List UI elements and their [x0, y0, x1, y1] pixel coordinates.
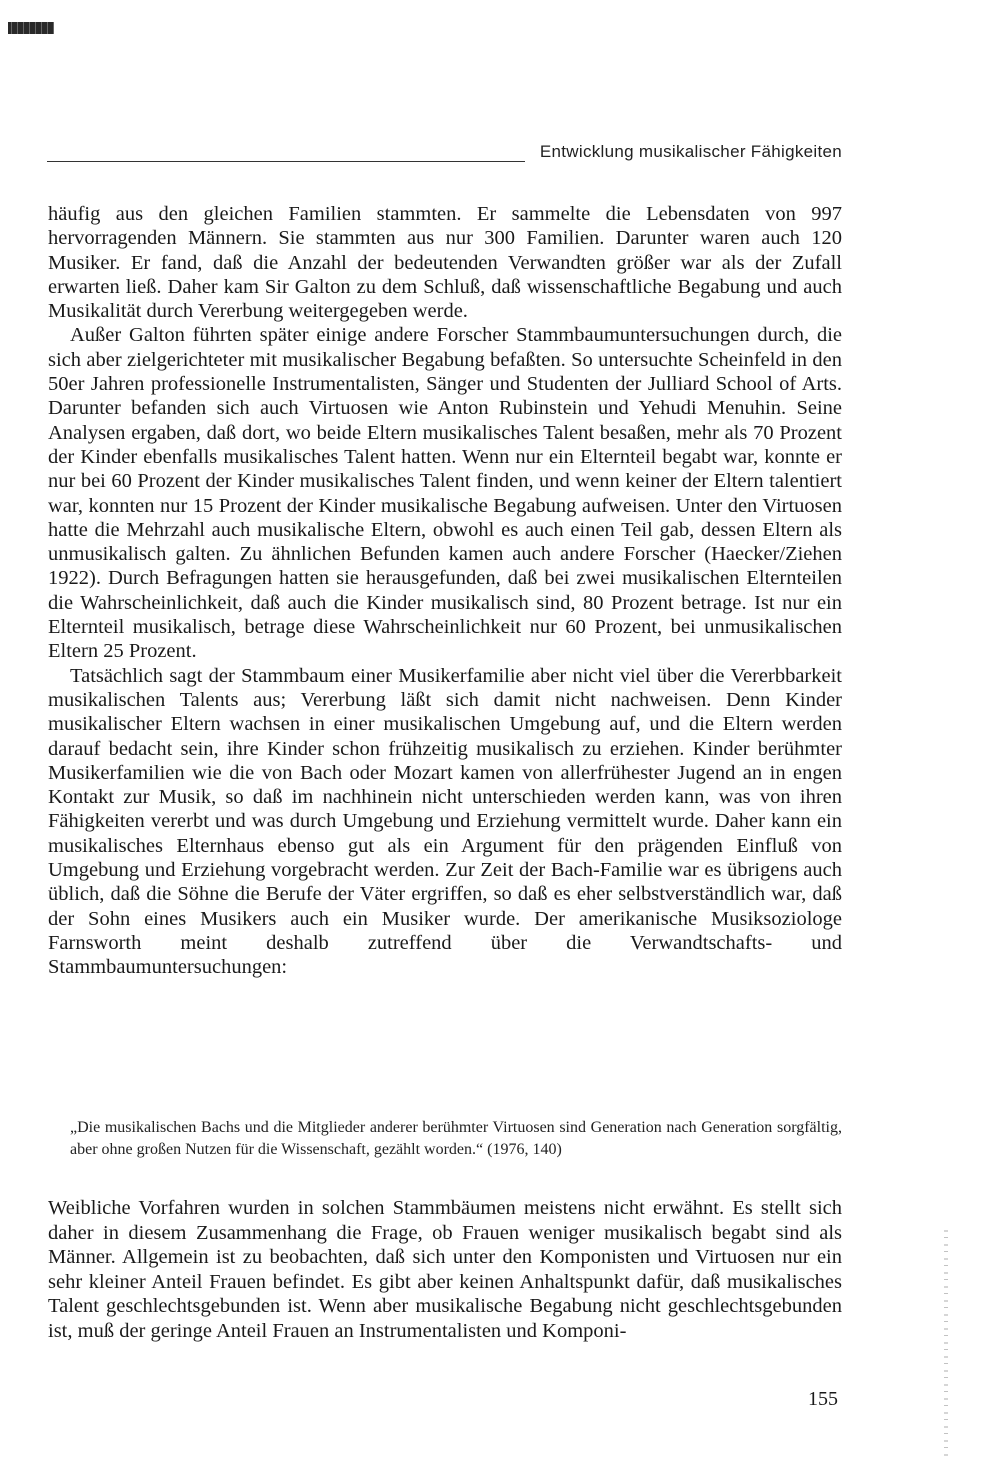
running-head: [47, 138, 842, 168]
page-number: 155: [808, 1388, 838, 1410]
paragraph-1: häufig aus den gleichen Familien stammten. Er sammelte die Lebensdaten von 997 hervorragenden Männern. Sie stammten aus nur 300 Familien. Darunter waren auch 120 Musiker. Er fand, daß die Anzahl der bedeutenden Verwandten größer war als der Zufall erwarten ließ. Daher kam Sir Galton zu dem Schluß, daß wissenschaftliche Begabung und auch Musikalität durch Vererbung weitergegeben werde.: [48, 203, 842, 323]
block-quote: „Die musikalischen Bachs und die Mitglieder anderer berühmter Virtuosen sind Generation nach Generation sorgfältig, aber ohne großen Nutzen für die Wissenschaft, gezählt worden.“ (1976, 140): [70, 1119, 842, 1158]
body-text: [48, 202, 842, 980]
running-head-title: Entwicklung musikalischer Fähigkeiten: [539, 142, 842, 161]
scan-edge-speckle: [944, 1230, 948, 1460]
running-head-rule: [47, 161, 525, 162]
paragraph-4: Weibliche Vorfahren wurden in solchen Stammbäumen meistens nicht erwähnt. Es stellt sich daher in diesem Zusammenhang die Frage, ob Frauen weniger musikalisch begabt sind als Männer. Allgemein ist zu beobachten, daß sich unter den Komponisten und Virtuosen nur ein sehr kleiner Anteil Frauen befindet. Es gibt aber keinen Anhaltspunkt dafür, daß musikalisches Talent geschlechtsgebunden ist. Wenn aber musikalische Begabung nicht geschlechtsgebunden ist, muß der geringe Anteil Frauen an Instrumentalisten und Komponi-: [48, 1197, 842, 1342]
scan-corner-mark: [8, 22, 54, 34]
paragraph-3: Tatsächlich sagt der Stammbaum einer Musikerfamilie aber nicht viel über die Vererbbarkeit musikalischen Talents aus; Vererbung läßt sich damit nicht nachweisen. Denn Kinder musikalischer Eltern wachsen in einer musikalischen Umgebung auf, und die Eltern werden darauf bedacht sein, ihre Kinder schon frühzeitig musikalisch zu erziehen. Kinder berühmter Musikerfamilien wie die von Bach oder Mozart kamen von allerfrühester Jugend an in engen Kontakt zur Musik, so daß im nachhinein nicht unterschieden werden kann, was von ihren Fähigkeiten vererbt und was durch Umgebung und Erziehung vermittelt wurde. Daher kann ein musikalisches Elternhaus ebenso gut als ein Argument für den prägenden Einfluß von Umgebung und Erziehung vorgebracht werden. Zur Zeit der Bach-Familie war es übrigens auch üblich, daß die Söhne die Berufe der Väter ergriffen, so daß es eher selbstverständlich war, daß der Sohn eines Musikers auch ein Musiker wurde. Der amerikanische Musiksoziologe Farnsworth meint deshalb zutreffend über die Verwandtschafts- und Stammbaumuntersuchungen:: [48, 664, 842, 979]
paragraph-2: Außer Galton führten später einige andere Forscher Stammbaumuntersuchungen durch, die sich aber zielgerichteter mit musikalischer Begabung befaßten. So untersuchte Scheinfeld in den 50er Jahren professionelle Instrumentalisten, Sänger und Studenten der Julliard School of Arts. Darunter befanden sich auch Virtuosen wie Anton Rubinstein und Yehudi Menuhin. Seine Analysen ergaben, daß dort, wo beide Eltern musikalisches Talent besaßen, mehr als 70 Prozent der Kinder ebenfalls musikalisches Talent hatten. Wenn nur ein Elternteil begabt war, konnte er nur bei 60 Prozent der Kinder musikalisches Talent finden, und wenn keiner der Eltern talentiert war, konnten nur 15 Prozent der Kinder musikalische Begabung aufweisen. Unter den Virtuosen hatte die Mehrzahl auch musikalische Eltern, obwohl es auch einen Teil gab, dessen Eltern als unmusikalisch galten. Zu ähnlichen Befunden kamen auch andere Forscher (Haecker/Ziehen 1922). Durch Befragungen hatten sie herausgefunden, daß bei zwei musikalischen Elternteilen die Wahrscheinlichkeit, daß auch die Kinder musikalisch sind, 80 Prozent betrage. Ist nur ein Elternteil musikalisch, betrage diese Wahrscheinlichkeit nur 60 Prozent, bei unmusikalischen Eltern 25 Prozent.: [48, 324, 842, 663]
